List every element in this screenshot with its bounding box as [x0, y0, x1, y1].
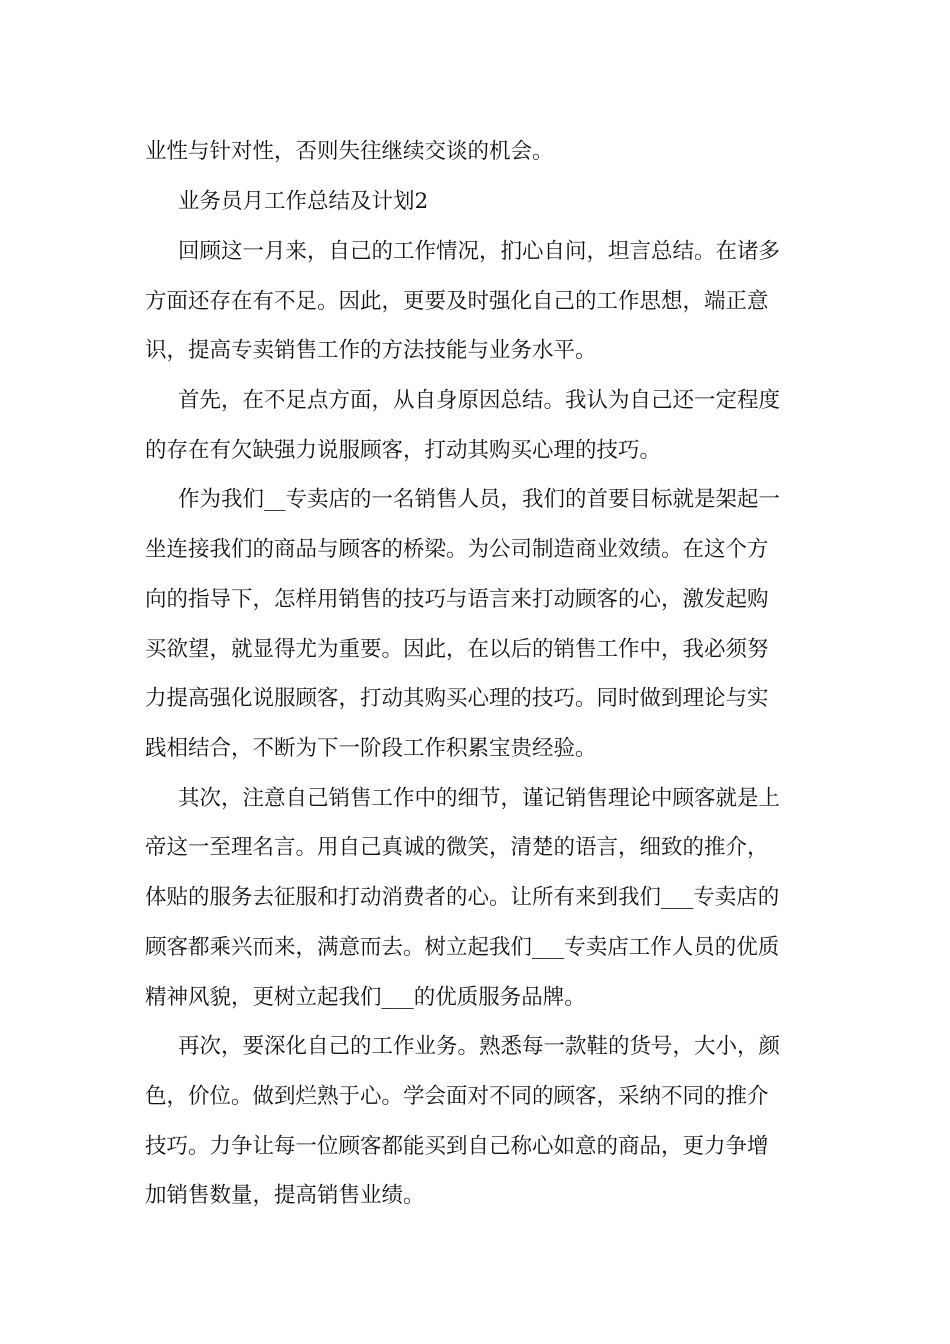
text-line: 体贴的服务去征服和打动消费者的心。让所有来到我们___专卖店的 [145, 885, 780, 910]
text-line: 再次，要深化自己的工作业务。熟悉每一款鞋的货号，大小，颜 [178, 1034, 781, 1059]
text-line: 其次，注意自己销售工作中的细节，谨记销售理论中顾客就是上 [178, 786, 781, 811]
text-line: 业性与针对性，否则失往继续交谈的机会。 [145, 139, 554, 164]
text-line: 的存在有欠缺强力说服顾客，打动其购买心理的技巧。 [145, 438, 662, 463]
text-line: 顾客都乘兴而来，满意而去。树立起我们___专卖店工作人员的优质 [145, 935, 780, 960]
text-line: 首先，在不足点方面，从自身原因总结。我认为自己还一定程度 [178, 388, 781, 413]
text-line: 技巧。力争让每一位顾客都能买到自己称心如意的商品，更力争增 [145, 1134, 769, 1159]
text-line: 方面还存在有不足。因此，更要及时强化自己的工作思想，端正意 [145, 289, 769, 314]
text-line: 回顾这一月来，自己的工作情况，扪心自问，坦言总结。在诸多 [178, 239, 781, 264]
text-line: 色，价位。做到烂熟于心。学会面对不同的顾客，采纳不同的推介 [145, 1084, 769, 1109]
text-line: 买欲望，就显得尤为重要。因此，在以后的销售工作中，我必须努 [145, 637, 769, 662]
text-line: 作为我们__专卖店的一名销售人员，我们的首要目标就是架起一 [178, 487, 781, 512]
text-line: 识，提高专卖销售工作的方法技能与业务水平。 [145, 338, 597, 363]
text-line: 加销售数量，提高销售业绩。 [145, 1183, 425, 1208]
text-line: 力提高强化说服顾客，打动其购买心理的技巧。同时做到理论与实 [145, 686, 769, 711]
text-line: 坐连接我们的商品与顾客的桥梁。为公司制造商业效绩。在这个方 [145, 537, 769, 562]
text-line: 精神风貌，更树立起我们___的优质服务品牌。 [145, 985, 586, 1010]
text-line: 帝这一至理名言。用自己真诚的微笑，清楚的语言，细致的推介， [145, 835, 769, 860]
text-line: 践相结合，不断为下一阶段工作积累宝贵经验。 [145, 736, 597, 761]
text-line: 向的指导下，怎样用销售的技巧与语言来打动顾客的心，激发起购 [145, 587, 769, 612]
section-heading: 业务员月工作总结及计划2 [178, 189, 429, 214]
